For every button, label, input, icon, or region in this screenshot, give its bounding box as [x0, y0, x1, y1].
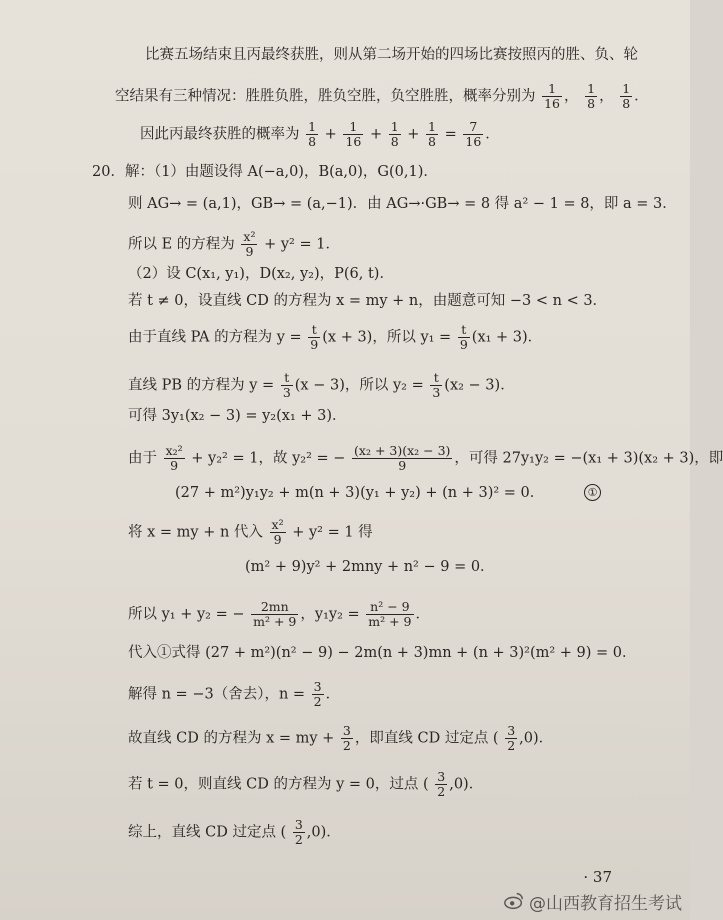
fraction: $\frac{1}{16}$ [544, 81, 561, 111]
fraction: $\frac{t}{3}$ [282, 370, 291, 400]
fraction: $\frac{3}{2}$ [313, 679, 322, 709]
fraction: $\frac{t}{9}$ [459, 322, 468, 352]
text-line: 解得 n = −3（舍去），n = $\frac{3}{2}$ ． [128, 679, 341, 709]
fraction: $\frac{t}{9}$ [310, 322, 319, 352]
fraction: $\frac{\text{x₂²}}{9}$ [165, 443, 183, 473]
text-line: 直线 PB 的方程为 y = $\frac{t}{3}$ (x − 3)，所以 y₂ = $\frac{t}{3}$ (x₂ − 3)． [128, 370, 515, 400]
fraction: $\frac{t}{3}$ [432, 370, 441, 400]
fraction: $\frac{1}{8}$ [308, 119, 317, 149]
text-line: 比赛五场结束且丙最终获胜，则从第二场开始的四场比赛按照丙的胜、负、轮 [145, 47, 638, 63]
circled-number-1: ① [584, 484, 601, 501]
weibo-watermark [503, 888, 682, 914]
text-line: （2）设 C(x₁, y₁)，D(x₂, y₂)，P(6, t)． [128, 266, 394, 282]
fraction: $\frac{3}{2}$ [294, 817, 303, 847]
fraction: $\frac{1}{8}$ [428, 119, 436, 149]
text-line: 所以 y₁ + y₂ = − $\frac{2mn}{\text{m² + 9}}$ ，y₁y₂ = $\frac{\text{n² − 9}}{\text{m² + 9}}$ ． [128, 599, 431, 629]
text-line: 代入①式得 (27 + m²)(n² − 9) − 2m(n + 3)mn + (n + 3)²(m² + 9) = 0． [128, 645, 637, 661]
fraction: $\frac{\text{(x₂ + 3)(x₂ − 3)}}{9}$ [354, 443, 451, 473]
text-line: 则 AG→ = (a,1)，GB→ = (a,−1)．由 AG→·GB→ = 8 得 a² − 1 = 8，即 a = 3． [128, 196, 677, 212]
watermark-text: @山西教育招生考试 [529, 893, 682, 914]
text-line: 若 t ≠ 0，设直线 CD 的方程为 x = my + n，由题意可知 −3 < n < 3． [128, 293, 608, 309]
fraction: $\frac{1}{8}$ [587, 81, 596, 111]
text-line: 因此丙最终获胜的概率为 $\frac{1}{8}$ + $\frac{1}{16}$ + $\frac{1}{8}$ + $\frac{1}{8}$ = $\frac{7}{16}$ ． [140, 119, 500, 149]
text-line: 所以 E 的方程为 $\frac{\text{x²}}{9}$ + y² = 1． [128, 229, 340, 259]
text-line: (m² + 9)y² + 2mny + n² − 9 = 0． [245, 559, 495, 575]
fraction: $\frac{\text{n² − 9}}{\text{m² + 9}}$ [368, 599, 412, 629]
fraction: $\frac{3}{2}$ [437, 769, 446, 799]
text-line: 空结果有三种情况：胜胜负胜，胜负空胜，负空胜胜，概率分别为 $\frac{1}{16}$ ， $\frac{1}{8}$ ， $\frac{1}{8}$ ． [115, 81, 649, 111]
page-number: · 37 [583, 868, 612, 886]
text-line: 由于 $\frac{\text{x₂²}}{9}$ + y₂² = 1，故 y₂² = − $\frac{\text{(x₂ + 3)(x₂ − 3)}}{9}$ ，可得 27y₁y₂ = −(x₁ + 3)(x₂ + 3)，即 [128, 443, 723, 473]
text-line: 若 t = 0，则直线 CD 的方程为 y = 0，过点 ( $\frac{3}{2}$ ,0)． [128, 769, 484, 799]
fraction: $\frac{\text{x²}}{9}$ [271, 517, 284, 547]
text-line: 故直线 CD 的方程为 x = my + $\frac{3}{2}$ ，即直线 CD 过定点 ( $\frac{3}{2}$ ,0)． [128, 723, 554, 753]
fraction: $\frac{1}{8}$ [622, 81, 631, 111]
fraction: $\frac{2mn}{\text{m² + 9}}$ [253, 599, 297, 629]
weibo-logo-icon [503, 890, 525, 912]
text-line: (27 + m²)y₁y₂ + m(n + 3)(y₁ + y₂) + (n + 3)² = 0． [175, 485, 545, 501]
fraction: $\frac{1}{16}$ [345, 119, 362, 149]
fraction: $\frac{7}{16}$ [465, 119, 482, 149]
text-line: 将 x = my + n 代入 $\frac{\text{x²}}{9}$ + y² = 1 得 [128, 517, 373, 547]
text-line: 20．解：（1）由题设得 A(−a,0)，B(a,0)，G(0,1)． [92, 164, 438, 180]
fraction: $\frac{\text{x²}}{9}$ [243, 229, 256, 259]
text-line: 可得 3y₁(x₂ − 3) = y₂(x₁ + 3)． [128, 408, 347, 424]
fraction: $\frac{3}{2}$ [342, 723, 351, 753]
text-line: 由于直线 PA 的方程为 y = $\frac{t}{9}$ (x + 3)，所以 y₁ = $\frac{t}{9}$ (x₁ + 3)． [128, 322, 543, 352]
fraction: $\frac{3}{2}$ [507, 723, 516, 753]
fraction: $\frac{1}{8}$ [390, 119, 399, 149]
text-line: 综上，直线 CD 过定点 ( $\frac{3}{2}$ ,0)． [128, 817, 341, 847]
